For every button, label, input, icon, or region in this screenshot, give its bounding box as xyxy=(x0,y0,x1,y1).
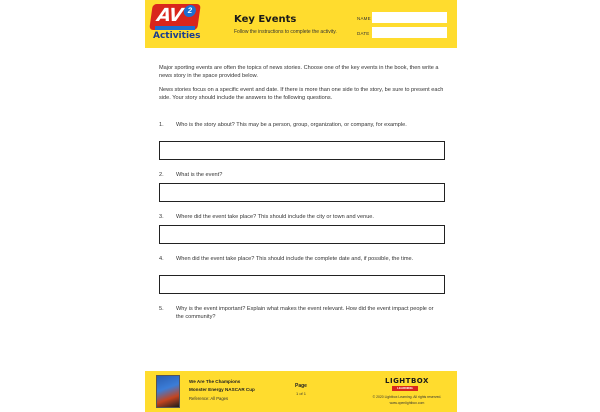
question-text: What is the event? xyxy=(176,172,223,178)
question-number: 3. xyxy=(159,214,164,220)
worksheet-title: Key Events xyxy=(234,14,297,25)
question-text: Why is the event important? Explain what makes the event relevant. How did the event impact people or the community? xyxy=(176,306,434,320)
worksheet-page xyxy=(145,0,457,412)
answer-box-2[interactable] xyxy=(159,183,445,202)
website-text: www.openlightbox.com xyxy=(389,401,425,405)
question-number: 5. xyxy=(159,306,164,312)
intro-paragraph-2: News stories focus on a specific event and date. If there is more than one side to the story, be sure to present each side. Your story should include the answers to the following questions. xyxy=(159,87,444,101)
answer-box-4[interactable] xyxy=(159,275,445,294)
question-text: Where did the event take place? This should include the city or town and venue. xyxy=(176,214,374,220)
lightbox-logo: LIGHTBOX xyxy=(385,377,429,385)
book-title: Monster Energy NASCAR Cup xyxy=(189,387,255,392)
answer-box-3[interactable] xyxy=(159,225,445,244)
copyright-text: © 2020 Lightbox Learning. All rights reserved. xyxy=(372,395,442,399)
book-cover-thumbnail xyxy=(156,375,180,408)
question-number: 2. xyxy=(159,172,164,178)
date-label: DATE xyxy=(357,31,370,36)
name-label: NAME xyxy=(357,16,371,21)
answer-box-1[interactable] xyxy=(159,141,445,160)
question-number: 4. xyxy=(159,256,164,262)
av2-logo xyxy=(151,4,199,44)
worksheet-header xyxy=(145,0,457,48)
question-number: 1. xyxy=(159,122,164,128)
page-number: 1 of 1 xyxy=(295,391,306,396)
question-text: Who is the story about? This may be a person, group, organization, or company, for example. xyxy=(176,122,407,128)
question-text: When did the event take place? This should include the complete date and, if possible, the time. xyxy=(176,256,414,262)
av2-badge: AV 2 xyxy=(149,4,201,30)
page-label: Page xyxy=(295,383,307,389)
name-field[interactable] xyxy=(372,12,447,23)
reference-text: Reference: All Pages xyxy=(189,396,229,401)
intro-paragraph-1: Major sporting events are often the topics of news stories. Choose one of the key events in the book, then write a news story in the space provided below. xyxy=(159,65,439,79)
date-field[interactable] xyxy=(372,27,447,38)
worksheet-footer xyxy=(145,371,457,412)
worksheet-subtitle: Follow the instructions to complete the activity. xyxy=(234,29,337,35)
logo-label: Activities xyxy=(153,31,201,41)
lightbox-tag: LEARNING xyxy=(392,386,418,391)
series-title: We Are The Champions xyxy=(189,379,241,384)
